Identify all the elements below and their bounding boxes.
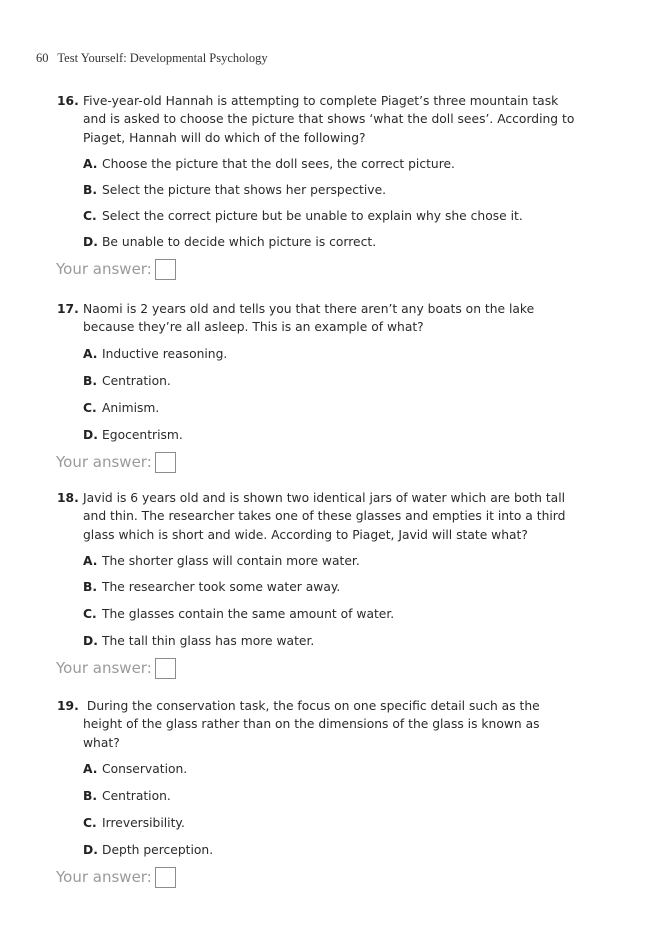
option-letter: D. bbox=[83, 427, 98, 442]
option-text: Egocentrism. bbox=[102, 427, 183, 442]
option-letter: A. bbox=[83, 346, 98, 361]
question-17 bbox=[57, 300, 577, 473]
option-letter: A. bbox=[83, 156, 98, 171]
answer-box[interactable] bbox=[155, 259, 176, 280]
question-text: During the conservation task, the focus on one specific detail such as the height of the glass rather than on the dimensions of the glass is known as what? bbox=[83, 699, 544, 750]
your-answer-label: Your answer: bbox=[56, 260, 152, 279]
answer-box[interactable] bbox=[155, 452, 176, 473]
question-18 bbox=[57, 489, 577, 679]
option-text: The shorter glass will contain more water. bbox=[102, 553, 360, 568]
option-letter: C. bbox=[83, 400, 97, 415]
question-number: 19. bbox=[57, 699, 79, 713]
option-text: Be unable to decide which picture is correct. bbox=[102, 234, 377, 249]
option-letter: B. bbox=[83, 788, 98, 803]
answer-row bbox=[56, 867, 577, 888]
running-head bbox=[36, 51, 268, 66]
option-letter: D. bbox=[83, 234, 98, 249]
option-text: Irreversibility. bbox=[102, 815, 185, 830]
page-number: 60 bbox=[36, 51, 49, 65]
option-text: Conservation. bbox=[102, 761, 188, 776]
option-d bbox=[83, 233, 577, 251]
option-b bbox=[83, 578, 577, 596]
question-19 bbox=[57, 697, 577, 888]
question-number: 16. bbox=[57, 94, 79, 108]
option-text: The tall thin glass has more water. bbox=[102, 633, 315, 648]
option-b bbox=[83, 181, 577, 199]
option-d bbox=[83, 841, 577, 859]
book-title: Test Yourself: Developmental Psychology bbox=[57, 51, 268, 65]
option-letter: A. bbox=[83, 553, 98, 568]
option-letter: D. bbox=[83, 842, 98, 857]
option-letter: C. bbox=[83, 606, 97, 621]
option-d bbox=[83, 426, 577, 444]
option-letter: C. bbox=[83, 815, 97, 830]
option-c bbox=[83, 814, 577, 832]
option-text: The researcher took some water away. bbox=[102, 579, 341, 594]
answer-row bbox=[56, 259, 577, 280]
answer-box[interactable] bbox=[155, 658, 176, 679]
question-number: 17. bbox=[57, 302, 79, 316]
question-16 bbox=[57, 92, 577, 280]
option-text: Select the picture that shows her perspective. bbox=[102, 182, 387, 197]
option-c bbox=[83, 399, 577, 417]
question-text: Javid is 6 years old and is shown two identical jars of water which are both tall and thin. The researcher takes one of these glasses and empties it into a third glass which is short and wide. According to Piaget, Javid will state what? bbox=[83, 491, 566, 542]
option-text: Centration. bbox=[102, 788, 171, 803]
option-letter: B. bbox=[83, 579, 98, 594]
option-text: Animism. bbox=[102, 400, 160, 415]
answer-row bbox=[56, 658, 577, 679]
option-text: Choose the picture that the doll sees, the correct picture. bbox=[102, 156, 455, 171]
option-a bbox=[83, 345, 577, 363]
option-text: The glasses contain the same amount of water. bbox=[102, 606, 395, 621]
option-letter: B. bbox=[83, 373, 98, 388]
answer-row bbox=[56, 452, 577, 473]
option-a bbox=[83, 155, 577, 173]
option-text: Depth perception. bbox=[102, 842, 214, 857]
option-letter: C. bbox=[83, 208, 97, 223]
option-letter: A. bbox=[83, 761, 98, 776]
option-letter: B. bbox=[83, 182, 98, 197]
option-text: Centration. bbox=[102, 373, 171, 388]
option-c bbox=[83, 605, 577, 623]
option-d bbox=[83, 632, 577, 650]
question-text: Five-year-old Hannah is attempting to complete Piaget’s three mountain task and is asked to choose the picture that shows ‘what the doll sees’. According to Piaget, Hannah will do which of the following? bbox=[83, 94, 575, 145]
option-letter: D. bbox=[83, 633, 98, 648]
your-answer-label: Your answer: bbox=[56, 453, 152, 472]
option-text: Inductive reasoning. bbox=[102, 346, 228, 361]
option-text: Select the correct picture but be unable to explain why she chose it. bbox=[102, 208, 523, 223]
your-answer-label: Your answer: bbox=[56, 868, 152, 887]
answer-box[interactable] bbox=[155, 867, 176, 888]
question-number: 18. bbox=[57, 491, 79, 505]
your-answer-label: Your answer: bbox=[56, 659, 152, 678]
option-b bbox=[83, 372, 577, 390]
question-text: Naomi is 2 years old and tells you that there aren’t any boats on the lake because they’re all asleep. This is an example of what? bbox=[83, 302, 535, 335]
option-b bbox=[83, 787, 577, 805]
option-a bbox=[83, 760, 577, 778]
option-a bbox=[83, 552, 577, 570]
option-c bbox=[83, 207, 577, 225]
